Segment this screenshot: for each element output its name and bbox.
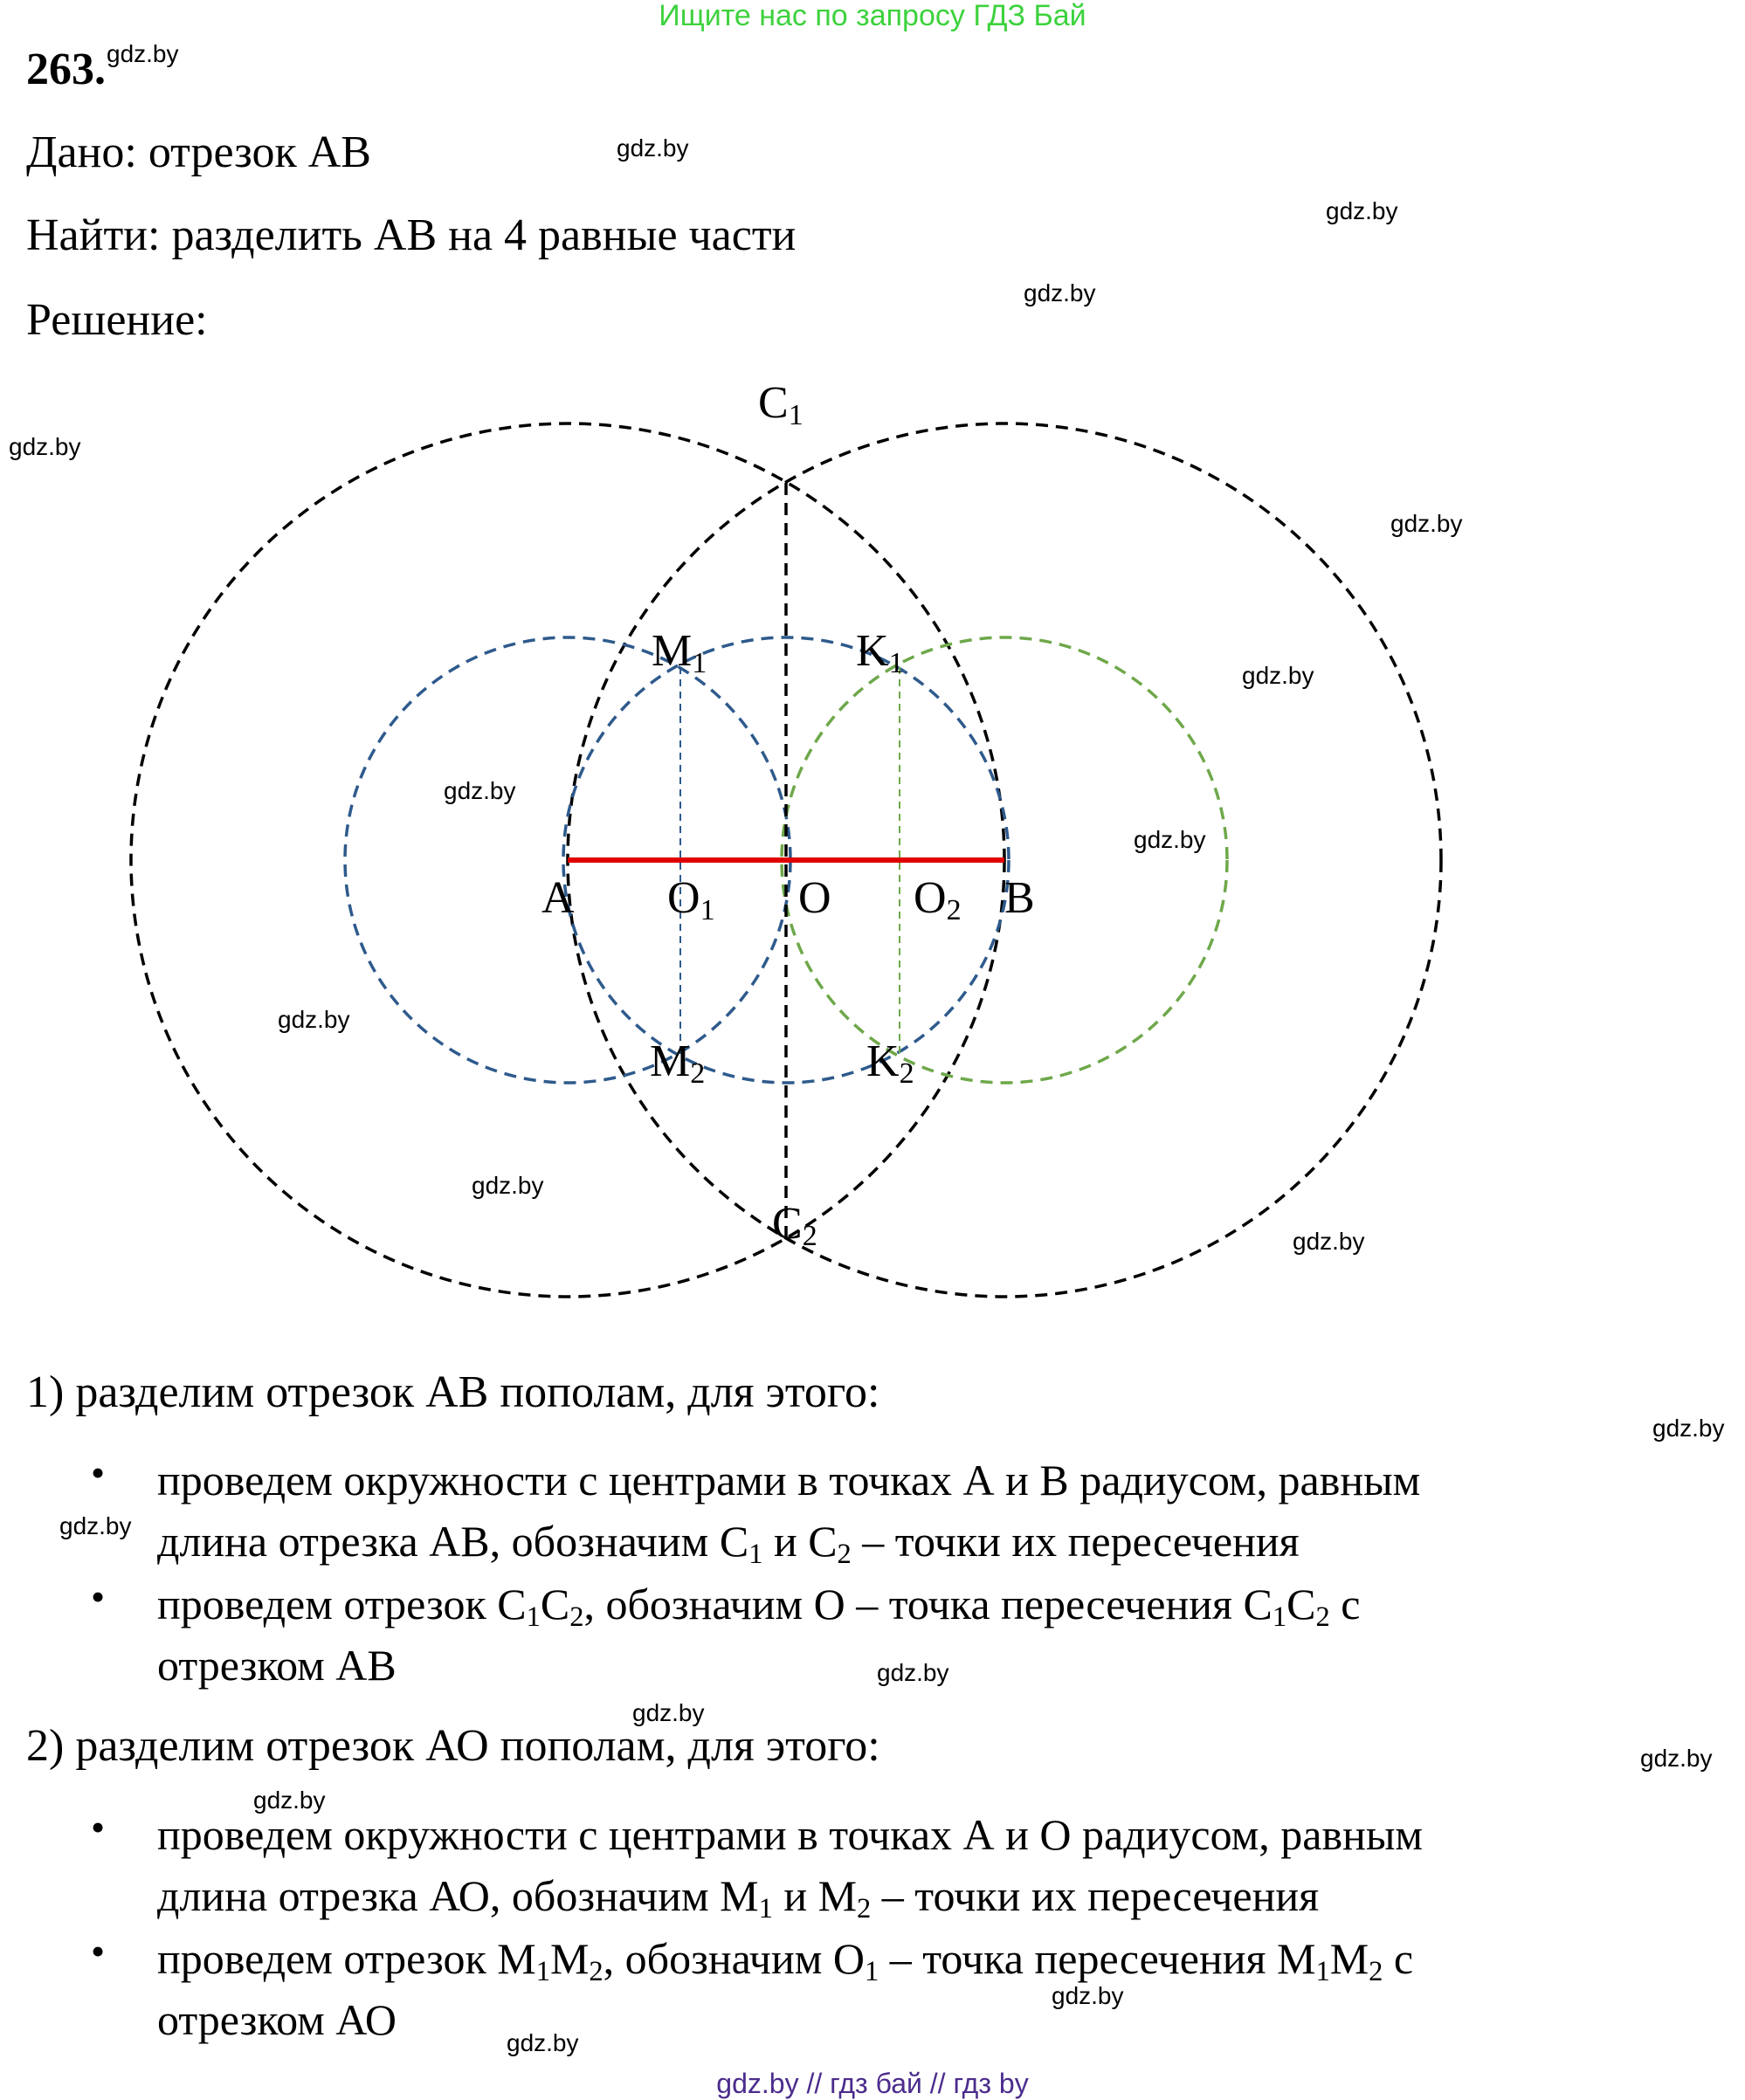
step1-bullet2-line2: отрезком АВ xyxy=(157,1641,397,1690)
step2-bullet2-line1: проведем отрезок $М_1М_2$, обозначим $О_1$ – точка пересечения $М_1М_2$ с xyxy=(157,1934,1414,1988)
label-m2: M2 xyxy=(650,1036,706,1090)
bullet-icon: • xyxy=(91,1574,106,1619)
watermark: gdz.by xyxy=(1024,279,1096,306)
label-c1: C1 xyxy=(758,378,804,431)
watermark: gdz.by xyxy=(1242,662,1314,689)
step2-bullet1 xyxy=(157,1804,1712,1926)
step2-bullet2-line2: отрезком АО xyxy=(157,1995,397,2044)
watermark: gdz.by xyxy=(472,1172,544,1199)
step2-bullet2 xyxy=(157,1928,1712,2050)
watermark: gdz.by xyxy=(278,1006,350,1033)
step1-bullet1-line2: длина отрезка АВ, обозначим $С_1$ и $С_2$ – точки их пересечения xyxy=(157,1517,1300,1571)
step1-bullet1 xyxy=(157,1449,1712,1572)
watermark: gdz.by xyxy=(1293,1228,1365,1255)
step1-bullet1-line1: проведем окружности с центрами в точках А и В радиусом, равным xyxy=(157,1456,1421,1504)
label-o1: O1 xyxy=(667,873,715,926)
watermark: gdz.by xyxy=(507,2029,579,2056)
watermark: gdz.by xyxy=(1326,197,1398,224)
top-banner[interactable]: Ищите нас по запросу ГДЗ Бай xyxy=(659,0,1086,32)
watermark: gdz.by xyxy=(632,1699,705,1726)
step2-bullet1-line1: проведем окружности с центрами в точках А и О радиусом, равным xyxy=(157,1810,1424,1859)
watermark: gdz.by xyxy=(1652,1415,1725,1442)
step2-heading: 2) разделим отрезок АО пополам, для этого: xyxy=(26,1721,880,1771)
problem-number: 263. xyxy=(26,45,106,94)
watermark: gdz.by xyxy=(9,433,81,460)
watermark: gdz.by xyxy=(253,1787,326,1814)
watermark: gdz.by xyxy=(877,1659,949,1686)
label-o: O xyxy=(798,873,831,923)
watermark: gdz.by xyxy=(617,134,689,162)
watermark: gdz.by xyxy=(1134,826,1206,853)
bullet-icon: • xyxy=(91,1450,106,1495)
label-b: B xyxy=(1004,873,1035,923)
label-m1: M1 xyxy=(652,626,707,679)
label-a: A xyxy=(541,873,575,923)
watermark: gdz.by xyxy=(59,1512,132,1539)
find-line: Найти: разделить АВ на 4 равные части xyxy=(26,210,797,260)
bullet-icon: • xyxy=(91,1929,106,1973)
solution-heading: Решение: xyxy=(26,295,208,345)
label-k1: K1 xyxy=(856,626,904,679)
step2-bullet1-line2: длина отрезка АО, обозначим $М_1$ и $М_2$ – точки их пересечения xyxy=(157,1871,1320,1925)
label-o2: O2 xyxy=(914,873,962,926)
label-c2: C2 xyxy=(772,1199,817,1252)
label-k2: K2 xyxy=(866,1036,914,1090)
watermark: gdz.by xyxy=(107,40,179,67)
footer-links[interactable]: gdz.by // гдз бай // гдз by xyxy=(716,2068,1029,2099)
watermark: gdz.by xyxy=(1052,1982,1124,2009)
watermark: gdz.by xyxy=(1390,510,1463,537)
bullet-icon: • xyxy=(91,1805,106,1849)
given-line: Дано: отрезок АВ xyxy=(26,127,371,177)
step1-bullet2-line1: проведем отрезок $С_1С_2$, обозначим О – точка пересечения $С_1С_2$ с xyxy=(157,1580,1361,1634)
step1-heading: 1) разделим отрезок АВ пополам, для этого: xyxy=(26,1367,880,1417)
watermark: gdz.by xyxy=(1640,1745,1713,1772)
watermark: gdz.by xyxy=(444,777,516,804)
